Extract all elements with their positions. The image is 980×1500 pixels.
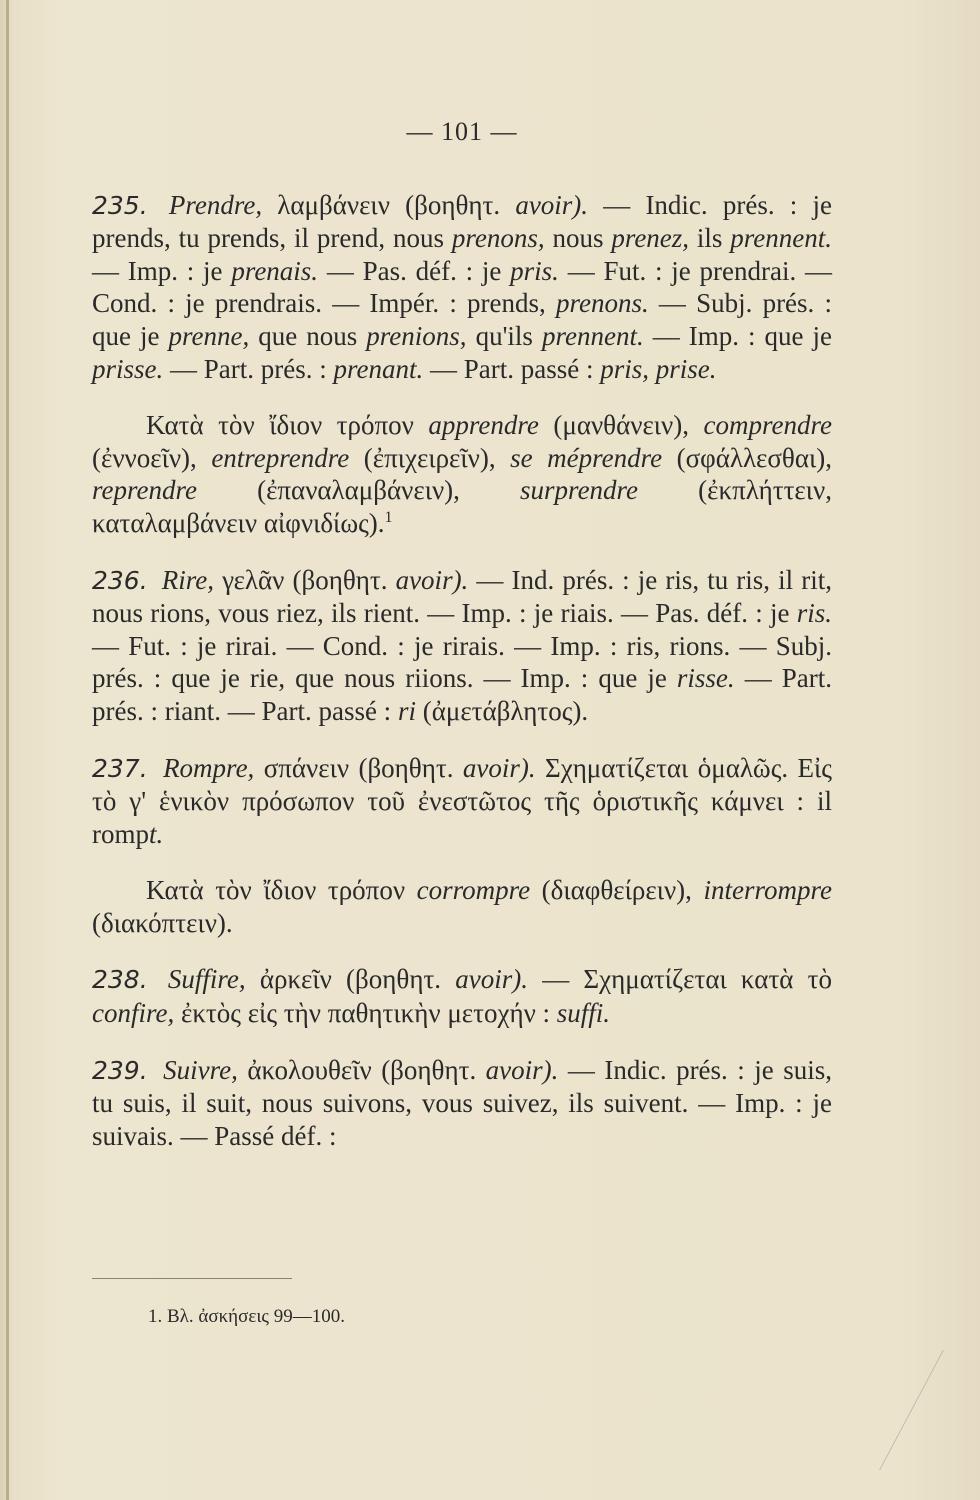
text-run: prennent. (541, 320, 644, 351)
text-run: Rire, (153, 564, 215, 595)
text-run: (ἐννοεῖν), (92, 442, 212, 473)
text-run: ἐκτὸς εἰς τὴν παθητικὴν μετοχήν : (174, 998, 557, 1029)
text-run: suffi. (556, 998, 611, 1029)
paragraph (92, 409, 832, 539)
text-run: Prendre, (153, 189, 263, 220)
paragraph (92, 874, 832, 939)
text-run: — Ind. prés. : je ris, tu ris, il rit, nous rions, vous riez, ils rient. — Imp. : je riais. — Pas. déf. : je (92, 564, 833, 629)
text-run: prennent. (730, 223, 833, 254)
text-run: ἀκολουθεῖν (βοηθητ. (237, 1054, 486, 1085)
text-run: (ἐπιχειρεῖν), (349, 442, 511, 473)
text-run: (μανθάνειν), (538, 410, 704, 441)
section-number: 239. (92, 1055, 148, 1085)
text-run: ils (689, 223, 731, 254)
text-run: surprendre (520, 475, 639, 506)
text-run: qu'ils (466, 320, 542, 351)
text-run: ri (397, 695, 416, 726)
text-run: corrompre (416, 875, 531, 906)
text-run: confire, (92, 998, 175, 1029)
text-run: pris. (510, 255, 559, 286)
text-run: — Part. prés. : riant. — Part. passé : (92, 663, 832, 726)
text-run: Σχηματίζεται ὁμαλῶς. Εἰς τὸ γ' ἑνικὸν πρόσωπον τοῦ ἐνεστῶτος τῆς ὁριστικῆς κάμνει : il romp (92, 752, 832, 849)
text-run: prenais. (231, 255, 319, 286)
text-run: — Part. passé : (423, 353, 601, 384)
text-run: — Pas. déf. : je (318, 255, 511, 286)
paragraph (92, 963, 832, 1029)
text-run: prenions, (366, 320, 467, 351)
text-run: avoir). (515, 189, 589, 220)
text-run: (διακόπτειν). (92, 907, 233, 938)
text-run: — Indic. prés. : je prends, tu prends, il prend, nous (92, 189, 832, 254)
text-run: prenons, (451, 223, 545, 254)
text-run: Κατὰ τὸν ἴδιον τρόπον (146, 875, 417, 906)
page-spine-shadow (6, 0, 9, 1500)
section-number: 237. (92, 753, 148, 783)
text-run: — Fut. : je rirai. — Cond. : je rirais. — Imp. : ris, rions. — Subj. prés. : que je rie, que nous riions. — Imp. : que je (92, 630, 832, 694)
text-run: (ἀμετάβλητος). (415, 695, 589, 726)
page-body (92, 116, 832, 1152)
footnote-rule (92, 1278, 292, 1279)
text-run: se méprendre (510, 442, 663, 473)
text-run: — Indic. prés. : je suis, tu suis, il suit, nous suivons, vous suivez, ils suivent. — Imp. : je suivais. — Passé déf. : (92, 1054, 832, 1151)
text-run: Rompre, (153, 752, 255, 783)
text-run: — Σχηματίζεται κατὰ τὸ (528, 964, 832, 995)
text-run: (διαφθείρειν), (530, 875, 704, 906)
text-run: entreprendre (211, 442, 350, 473)
text-run: prenez, (611, 223, 690, 254)
text-run: Κατὰ τὸν ἴδιον τρόπον (146, 410, 429, 441)
footnote-ref: 1 (384, 508, 393, 526)
text-run: apprendre (428, 410, 539, 441)
text-run: γελᾶν (βοηθητ. (214, 564, 396, 595)
paragraph (92, 189, 832, 386)
text-run: Suffire, (153, 964, 246, 995)
text-run: — Part. prés. : (163, 353, 334, 384)
section-number: 235. (92, 190, 148, 220)
paragraph (92, 564, 832, 728)
text-run: prenne, (168, 320, 250, 351)
text-run: (ἐπαναλαμβάνειν), (196, 475, 521, 506)
section-number: 236. (92, 565, 148, 595)
text-run: (σφάλλεσθαι), (662, 442, 833, 473)
text-run: que nous (249, 320, 367, 351)
text-run: avoir). (455, 964, 528, 995)
page-corner-mark (879, 1350, 980, 1470)
text-run: avoir). (485, 1054, 559, 1085)
footnote: 1. Βλ. ἀσκήσεις 99—100. (148, 1306, 345, 1327)
text-run: σπάνειν (βοηθητ. (254, 752, 463, 783)
text-run: comprendre (703, 410, 832, 441)
text-run: t. (149, 818, 164, 849)
text-run: ἀρκεῖν (βοηθητ. (245, 964, 456, 995)
text-run: pris, prise. (600, 353, 717, 384)
text-run: prenons. (555, 288, 649, 319)
text-run: prisse. (92, 353, 164, 384)
paragraphs (92, 189, 832, 1153)
text-run: ris. (796, 598, 832, 629)
text-run: Suivre, (153, 1054, 238, 1085)
text-run: prenant. (333, 353, 424, 384)
text-run: avoir). (462, 752, 536, 783)
paragraph (92, 1054, 832, 1153)
text-run: λαμβάνειν (βοηθητ. (262, 189, 516, 220)
text-run: — Imp. : que je (643, 320, 833, 351)
section-number: 238. (92, 965, 148, 995)
text-run: risse. (676, 663, 735, 694)
text-run: — Subj. prés. : que je (92, 288, 832, 351)
page-number: — 101 — (406, 117, 518, 146)
text-run: avoir). (395, 564, 469, 595)
text-run: — Imp. : je (92, 255, 232, 286)
text-run: (ἐκπλήττειν, καταλαμβάνειν αἰφνιδίως). (92, 475, 832, 538)
text-run: nous (544, 223, 612, 254)
text-run: reprendre (92, 475, 197, 506)
text-run: — Fut. : je prendrai. — Cond. : je prendrais. — Impér. : prends, (92, 255, 832, 319)
text-run: interrompre (703, 875, 832, 906)
paragraph (92, 752, 832, 851)
